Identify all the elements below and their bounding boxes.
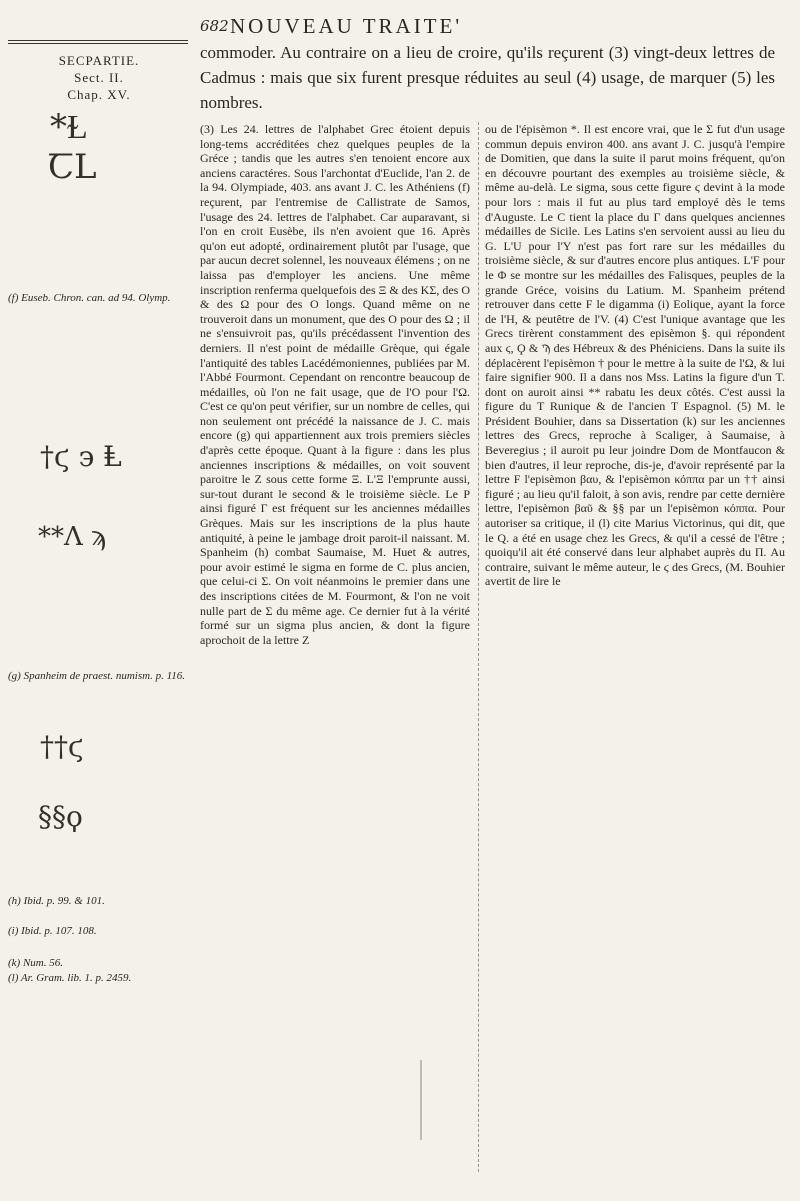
page-number: 682	[200, 17, 229, 35]
margin-note-k: (k) Num. 56.	[8, 957, 63, 969]
intro-paragraph: commoder. Au contraire on a lieu de croire, qu'ils reçurent (3) vingt-deux lettres de Cadmus : mais que six furent presque réduites au seul (4) usage, de marquer (5) les nombres.	[200, 43, 775, 112]
part-label: SECPARTIE.	[58, 53, 140, 68]
letterform-sample-1: *Ɫ	[50, 107, 88, 147]
footnote-column-left	[200, 122, 470, 647]
margin-note-f: (f) Euseb. Chron. can. ad 94. Olymp.	[8, 292, 171, 304]
margin-note-h: (h) Ibid. p. 99. & 101.	[8, 895, 105, 907]
page-header	[200, 14, 720, 40]
margin-note-g: (g) Spanheim de praest. numism. p. 116.	[8, 670, 185, 682]
section-marker	[8, 52, 190, 103]
letterform-sample-5: ††ϛ	[40, 730, 84, 763]
footnote-3-text: (3) Les 24. lettres de l'alphabet Grec étoient depuis long-tems accréditées chez quelques peuples de la Gréce ; tandis que les autres s'en tenoient encore aux anciens caractéres. Sous l'archontat d'Euclide, l'an 2. de la 94. Olympiade, 403. ans avant J. C. les Athéniens (f) reçurent, par l'entremise de Callistrate de Samos, l'usage des 24. lettres de l'alphabet. Car auparavant, si l'on en croit Eusèbe, ils n'en avoient que 16. Après qu'on eut adopté, ordinairement plutôt par l'usage, que par aucun decret solennel, les nouveaux élémens ; on ne laissa pas d'employer les anciens. Une même inscription renferma quelquefois des Ξ & des ΚΣ, des O & des Ω pour des O longs. Quand même on ne trouveroit dans un monument, que des O pour des Ω ; il ne s'ensuivroit pas, qu'ils précédassent l'invention des derniers. Il n'est point de médaille Grèque, qui égale l'antiquité des tables Lacédémoniennes, publiées par M. l'Abbé Fourmont. Cependant on rencontre beaucoup de médailles, où l'on ne fait usage, que de l'O pour l'Ω. C'est ce qu'on peut vérifier, sur un nombre de celles, qui non seulement ont précédé la naissance de J. C. mais encore (g) qui appartiennent aux trois premiers siècles d'après cette époque. Quant à la figure : dans les plus anciennes inscriptions & médailles, on voit souvent paroitre le Z sous cette forme Ξ. L'Ξ l'emprunte aussi, sur-tout durant le second & le troisième siècle. Le P ainsi figuré Γ est fréquent sur les anciennes médailles Grèques. Mais sur les inscriptions de la plus haute antiquité, à peine le jambage droit paroit-il naissant. M. Spanheim (h) combat Saumaise, M. Huet & autres, pour avoir estimé le sigma en forme de C. plus ancien, que celui-ci Σ. On voit néanmoins le premier dans une des inscriptions citées de M. Fourmont, & l'on ne voit nulle part de Σ du même age. Ce dernier fut à la vérité formé sur un sigma plus ancien, & dont la figure aprochoit de la lettre Z	[200, 122, 470, 647]
margin-note-i: (i) Ibid. p. 107. 108.	[8, 925, 97, 937]
letterform-sample-6: §§ϙ	[38, 800, 83, 833]
letterform-sample-2: ꞆL	[48, 147, 97, 187]
column-divider	[478, 122, 479, 1172]
section-label: Sect. II.	[74, 70, 124, 85]
header-rule	[8, 40, 188, 44]
footnotes-4-5-text: ou de l'épisèmon *. Il est encore vrai, que le Σ fut d'un usage commun depuis environ 400. ans avant J. C. jusqu'à l'empire de Domitien, que dans la suite il parut moins fréquent, qu'on en découvre pourtant des exemples au troisième siècle, & même au-delà. Le sigma, sous cette figure ϛ devint à la mode pour lors : mais il fut au plus tard employé dès le tems d'Auguste. Le C tient la place du Γ dans quelques anciennes médailles de Sicile. Les Latins s'en servoient aussi au lieu du G. L'U pour l'Y n'est pas fort rare sur les médailles du troisième siècle, & sur d'autres encore plus antiques. L'F pour le Φ se montre sur les médailles des Falisques, peuples de la grande Gréce, voisins du Latium. M. Spanheim prétend retrouver dans cette F le digamma (i) Eolique, ayant la force de l'H, & peutêtre de l'V. (4) C'est l'unique avantage que les Grecs tirèrent constamment des episèmon §. qui répondent aux ϛ, Ϙ & Ϡ des Hébreux & des Phéniciens. Dans la suite ils déplacèrent l'episèmon † pour le mettre à la suite de l'Ω, & lui faire signifier 900. Il a dans nos Mss. Latins la figure d'un T. dont on auroit ainsi ** rabatu les deux côtés. C'est aussi la figure du T Runique & de l'ancien T Espagnol. (5) M. le Président Bouhier, dans sa Dissertation (k) sur les anciennes lettres des Grecs, reproche à Scaliger, à Saumaise, à Beveregius ; il auroit pu leur joindre Dom de Montfaucon & bien d'autres, il leur reproche, dis-je, d'avoir représenté par la lettre F l'episèmon βαυ, & l'episèmon κόππα par un †† ainsi figuré ; au lieu qu'il faloit, à son avis, rendre par cette dernière lettre, l'episèmon βαῦ & §§ par un l'episèmon κόππα. Pour autoriser sa critique, il (l) cite Marius Victorinus, qui dit, que le Q. a été en usage chez les Grecs, & qu'il a cessé de l'être ; quoiqu'il ait été conservé dans leur alphabet auprès du Π. Au contraire, suivant le même auteur, le ϛ des Grecs, (M. Bouhier avertit de lire le	[485, 122, 785, 589]
running-title: NOUVEAU TRAITE'	[230, 14, 463, 38]
chapter-label: Chap. XV.	[67, 87, 131, 102]
margin-note-l: (l) Ar. Gram. lib. 1. p. 2459.	[8, 972, 132, 984]
footnote-column-right	[485, 122, 785, 589]
letterform-sample-3: †ϛ ϶ Ⱡ	[40, 440, 122, 473]
letterform-sample-4: **Ʌ ϡ	[38, 522, 107, 552]
ink-stroke	[420, 1060, 422, 1140]
